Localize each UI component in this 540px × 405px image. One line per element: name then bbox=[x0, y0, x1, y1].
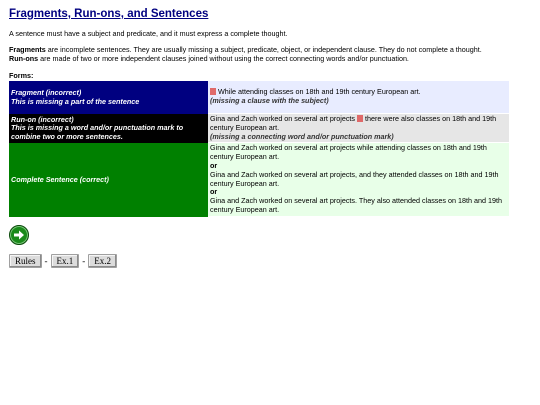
runon-term: Run-ons bbox=[9, 54, 39, 63]
complete-example-3: Gina and Zach worked on several art projects. They also attended classes on 18th and 19th century European art. bbox=[210, 196, 502, 214]
table-row-fragment bbox=[9, 81, 509, 114]
page-title: Fragments, Run-ons, and Sentences bbox=[9, 8, 209, 20]
or-separator-2: or bbox=[210, 187, 218, 197]
runon-definition-text: are made of two or more independent clauses joined without using the correct connecting words and/or punctuation. bbox=[38, 54, 409, 63]
ex1-button[interactable]: Ex.1 bbox=[51, 254, 80, 268]
complete-example-1: Gina and Zach worked on several art projects while attending classes on 18th and 19th century European art. bbox=[210, 143, 487, 162]
ex2-button[interactable]: Ex.2 bbox=[88, 254, 117, 268]
nav-separator: - bbox=[82, 256, 86, 266]
complete-example-cell bbox=[208, 143, 509, 216]
fragment-label: Fragment (incorrect) bbox=[11, 87, 82, 97]
missing-part-marker-icon bbox=[210, 88, 216, 95]
complete-label: Complete Sentence (correct) bbox=[11, 174, 109, 184]
fragment-example-cell bbox=[208, 81, 509, 114]
missing-part-marker-icon bbox=[357, 115, 363, 122]
fragment-term: Fragments bbox=[9, 45, 46, 54]
runon-label-description: This is missing a word and/or punctuation mark to combine two or more sentences. bbox=[11, 123, 184, 142]
forms-label: Forms: bbox=[9, 71, 34, 80]
runon-example-cell bbox=[208, 114, 509, 143]
nav-separator: - bbox=[44, 256, 48, 266]
next-button[interactable] bbox=[9, 225, 29, 245]
intro-text: A sentence must have a subject and predicate, and it must express a complete thought. bbox=[9, 29, 288, 38]
definitions bbox=[9, 45, 514, 63]
fragment-example: While attending classes on 18th and 19th century European art. bbox=[218, 87, 421, 97]
arrow-right-circle-icon bbox=[12, 228, 26, 242]
fragment-definition-text: are incomplete sentences. They are usually missing a subject, predicate, object, or independent clause. They do not complete a thought. bbox=[45, 45, 482, 54]
forms-table bbox=[9, 81, 509, 217]
runon-label-cell bbox=[9, 114, 208, 143]
rules-button[interactable]: Rules bbox=[9, 254, 42, 268]
or-separator-1: or bbox=[210, 160, 218, 170]
runon-note: (missing a connecting word and/or punctuation mark) bbox=[210, 131, 394, 141]
nav-bar bbox=[9, 254, 117, 268]
fragment-label-cell bbox=[9, 81, 208, 114]
runon-label: Run-on (incorrect) bbox=[11, 114, 74, 124]
table-row-runon bbox=[9, 114, 509, 143]
fragment-label-description: This is missing a part of the sentence bbox=[11, 96, 140, 106]
runon-example-part1: Gina and Zach worked on several art projects bbox=[210, 114, 356, 123]
complete-label-cell bbox=[9, 143, 208, 216]
complete-example-2: Gina and Zach worked on several art projects, and they attended classes on 18th and 19th century European art. bbox=[210, 169, 499, 188]
table-row-complete bbox=[9, 143, 509, 216]
runon-example-part2: there were also classes on 18th and 19th century European art. bbox=[210, 114, 497, 132]
fragment-note: (missing a clause with the subject) bbox=[210, 96, 329, 105]
fragment-definition bbox=[9, 45, 514, 54]
runon-definition bbox=[9, 54, 514, 63]
